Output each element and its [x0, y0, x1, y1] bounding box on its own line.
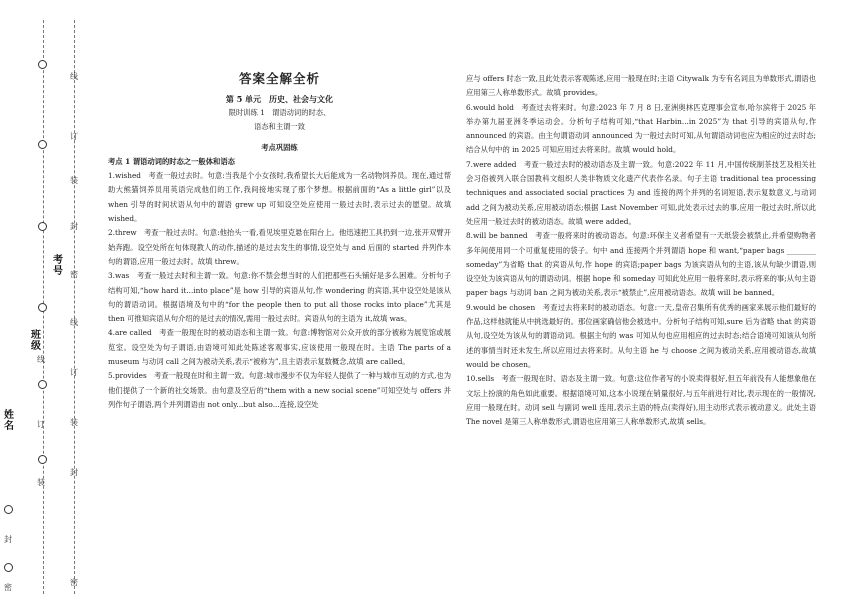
training-heading-2: 语态和主谓一致	[253, 122, 306, 132]
binding-mark: 订	[70, 368, 78, 377]
binding-mark: 装	[70, 176, 78, 185]
binding-circle	[38, 303, 47, 312]
binding-mark: 密	[4, 583, 12, 592]
answer-item: 9.would be chosen 考查过去将来时的被动语态。句意:一天,皇帝召集所有优秀的画家来展示他们最好的作品,这样他就能从中挑选最好的。那位画家确信他会被选中。分析句子结构可知,sure 后为省略 that 的宾语从句,设空处为该从句的谓语动词。根据主句的 was 可知从句也应用相应的过去时态;结合语境可知该从句所述的事情当时还未发生,所以应用过去将来时。从句主语 he 与 choose 之间为被动关系,应用被动语态,故填 would be chosen。	[466, 302, 816, 369]
field-id-label: 考号	[53, 255, 63, 277]
answer-item: 2.threw 考查一般过去时。句意:他抬头一看,看见埃里克悬在阳台上。他迅速把工具扔到一边,张开双臂开始奔跑。设空处所在句体现教人的动作,描述的是过去发生的事情,设空处与 and 后面的 started 并列作本句的谓语,应用一般过去时。故填 threw。	[108, 228, 451, 266]
binding-margin	[0, 0, 90, 608]
binding-mark: 订	[70, 132, 78, 141]
binding-circle	[4, 505, 13, 514]
binding-circle	[38, 222, 47, 231]
binding-mark: 装	[37, 478, 45, 487]
unit-heading: 第 5 单元 历史、社会与文化	[225, 94, 334, 104]
binding-mark: 密	[70, 578, 78, 587]
section-heading: 考点巩固练	[261, 142, 298, 152]
binding-mark: 订	[37, 420, 45, 429]
training-heading: 限时训练 1 谓语动词的时态、	[228, 108, 331, 117]
binding-circle	[38, 455, 47, 464]
answer-item: 3.was 考查一般过去时和主谓一致。句意:你不禁会想当时的人们把那些石头铺好是多么困难。分析句子结构可知,“how hard it...into place”是 how 引导的宾语从句,作 wondering 的宾语,其中设空处是该从句的谓语动词。根据语境及句中的“for the people then to put all those rocks into place”尤其是 then 可推知宾语从句介绍的是过去的情况,需用一般过去时。宾语从句的主语为 it,故填 was。	[108, 271, 451, 324]
answer-item: 5.provides 考查一般现在时和主谓一致。句意:城市漫步不仅为年轻人提供了一种与城市互动的方式,也为他们提供了一个新的社交场景。由句意及空后的“them with a new social scene”可知空处与 offers 并列作句子谓语,两个并列谓语由 not only...but also...连接,设空处	[108, 371, 451, 409]
answer-item: 应与 offers 时态一致,且此处表示客观陈述,应用一般现在时;主语 Citywalk 为专有名词且为单数形式,谓语也应用第三人称单数形式。故填 provides。	[466, 74, 816, 98]
binding-mark: 线	[70, 318, 78, 327]
binding-mark: 密	[70, 270, 78, 279]
field-name-label: 姓名	[4, 410, 14, 432]
binding-circle	[38, 60, 47, 69]
binding-circle	[38, 380, 47, 389]
binding-mark: 装	[70, 418, 78, 427]
binding-mark: 封	[70, 222, 78, 231]
binding-mark: 线	[70, 72, 78, 81]
answer-item: 7.were added 考查一般过去时的被动语态及主谓一致。句意:2022 年 11 月,中国传统制茶技艺及相关社会习俗被列入联合国教科文组织人类非物质文化遗产代表作名录。句子主语 traditional tea processing techniques and associated social practices 为 and 连接的两个并列的名词短语,表示复数意义,与动词 add 之间为被动关系,应用被动语态;根据 Last November 可知,此处表示过去的事,应用一般过去时,所以此处应用一般过去时的被动语态。故填 were added。	[466, 159, 816, 226]
binding-line-outer	[74, 20, 75, 594]
binding-mark: 线	[37, 355, 45, 364]
binding-circle	[38, 140, 47, 149]
answer-item: 1.wished 考查一般过去时。句意:当我是个小女孩时,我希望长大后能成为一名动物饲养员。现在,通过帮助大熊猫饲养员用英语完成他们的工作,我间接地实现了那个梦想。根据前面的“As a little girl”以及 when 引导的时间状语从句中的谓语 grew up 可知设空处应使用一般过去时,表示过去的愿望。故填 wished。	[108, 171, 451, 224]
binding-circle	[4, 563, 13, 572]
binding-mark: 封	[70, 468, 78, 477]
field-class-label: 班级	[31, 330, 41, 352]
answer-item: 6.would hold 考查过去将来时。句意:2023 年 7 月 8 日,亚洲奥林匹克理事会宣布,哈尔滨将于 2025 年举办第九届亚洲冬季运动会。分析句子结构可知,“that Harbin...in 2025”为 that 引导的宾语从句,作 announced 的宾语。由主句谓语动词 announced 为一般过去时可知,从句谓语动词也应为相应的过去时态;结合从句中的 in 2025 可知应用过去将来时。故填 would hold。	[466, 102, 816, 155]
answer-item: 10.sells 考查一般现在时、语态及主谓一致。句意:这位作者写的小说卖得很好,但五年前没有人能想象他在文坛上扮演的角色如此重要。根据语境可知,这本小说现在销量很好,与五年前进行对比,表示现在的一般情况,应用一般现在时。动词 sell 与副词 well 连用,表示主语的特点(卖得好),用主动形式表示被动意义。此处主语 The novel 是第三人称单数形式,谓语也应用第三人称单数形式,故填 sells。	[466, 374, 816, 427]
right-column	[466, 72, 816, 429]
answer-item: 8.will be banned 考查一般将来时的被动语态。句意:环保主义者希望有一天纸袋会被禁止,并希望购物者多年间使用同一个可重复使用的袋子。句中 and 连接两个并列谓语 hope 和 want,“paper bags ________ someday”为省略 that 的宾语从句,作 hope 的宾语;paper bags 为该宾语从句的主语,该从句缺少谓语,则设空处为该宾语从句的谓语动词。根据 hope 和 someday 可知此处应用一般将来时,表示将来的事;从句主语 paper bags 与动词 ban 之间为被动关系,表示“被禁止”,应用被动语态。故填 will be banned。	[466, 231, 816, 298]
answer-item: 4.are called 考查一般现在时的被动语态和主谓一致。句意:博物馆对公众开放的部分被称为展览馆或展览室。设空处为句子谓语,由语境可知此处陈述客观事实,应该使用一般现在时。主语 The parts of a museum 与动词 call 之间为被动关系,表示“被称为”,且主语表示复数概念,故填 are called。	[108, 328, 451, 367]
binding-mark: 封	[4, 535, 12, 544]
point-heading: 考点 1 谓语动词的时态之一般体和语态	[108, 156, 235, 166]
left-column	[108, 72, 451, 412]
page-title: 答案全解全析	[238, 71, 320, 86]
